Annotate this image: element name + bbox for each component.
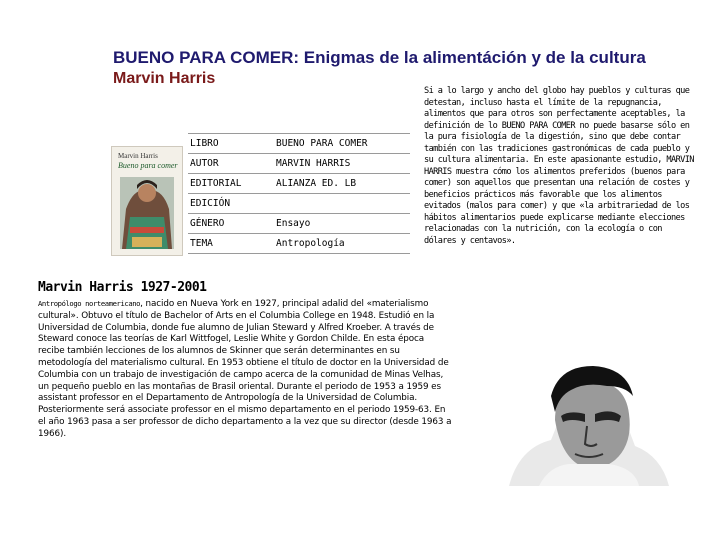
- table-row: [188, 154, 410, 174]
- table-row: [188, 214, 410, 234]
- author-portrait: [489, 356, 684, 486]
- bio-lead: Antropólogo norteamericano: [38, 299, 141, 308]
- book-cover-image: [111, 146, 183, 256]
- author-photo: [489, 356, 684, 486]
- info-value: [274, 194, 410, 214]
- book-synopsis: Si a lo largo y ancho del globo hay pueblos y culturas que detestan, incluso hasta el límite de la repugnancia, alimentos que para otros son perfectamente aceptables, la definición de lo BUENO PARA COMER no puede basarse sólo en la pura fisiología de la digestión, sino que debe contar también con las tradiciones gastronómicas de cada pueblo y su cultura alimentaria. En este apasionante estudio, MARVIN HARRIS muestra cómo los alimentos preferidos (buenos para comer) son aquellos que presentan una relación de costes y beneficios prácticos más favorable que los alimentos evitados (malos para comer) y que «la arbitrariedad de los hábitos alimentarios puede explicarse mediante elecciones relacionadas con la nutrición, con la ecología o con dólares y centavos».: [424, 86, 694, 246]
- bio-heading: Marvin Harris 1927-2001: [38, 280, 207, 295]
- info-value: Antropología: [274, 234, 410, 254]
- info-value: MARVIN HARRIS: [274, 154, 410, 174]
- info-key: EDICIÓN: [188, 194, 274, 214]
- info-value: BUENO PARA COMER: [274, 134, 410, 154]
- table-row: [188, 194, 410, 214]
- info-value: Ensayo: [274, 214, 410, 234]
- table-row: [188, 134, 410, 154]
- bio-text: , nacido en Nueva York en 1927, principal adalid del «materialismo cultural». Obtuvo el título de Bachelor of Arts en el Columbia College en 1948. Estudió en la Universidad de Columbia, donde fue alumno de Julian Steward y Alfred Kroeber. A través de Steward conoce las teorías de Karl Wittfogel, Leslie White y Gordon Childe. En esta época recibe también lecciones de los alumnos de Skinner que serán determinantes en su metodología del materialismo cultural. En 1953 obtiene el título de doctor en la Universidad de Columbia con un trabajo de investigación de campo acerca de la comunidad de Minas Velhas, un pequeño pueblo en las montañas de Brasil oriental. Durante el periodo de 1953 a 1959 es assistant professor en el Departamento de Antropología de la Universidad de Columbia. Posteriormente será associate professor en el mismo departamento en el periodo 1959-63. En el año 1963 pasa a ser professor de dicho departamento a la vez que su director (desde 1963 a 1966).: [38, 299, 452, 439]
- info-key: EDITORIAL: [188, 174, 274, 194]
- cover-author: Marvin Harris: [118, 152, 158, 160]
- info-key: LIBRO: [188, 134, 274, 154]
- book-info-table: [188, 133, 410, 254]
- info-value: ALIANZA ED. LB: [274, 174, 410, 194]
- page-title: BUENO PARA COMER: Enigmas de la alimentáción y de la cultura: [113, 48, 646, 67]
- table-row: [188, 174, 410, 194]
- bio-paragraph: [38, 298, 452, 441]
- info-key: GÉNERO: [188, 214, 274, 234]
- table-row: [188, 234, 410, 254]
- author-name: Marvin Harris: [113, 70, 216, 87]
- info-key: AUTOR: [188, 154, 274, 174]
- cover-title: Bueno para comer: [118, 161, 178, 170]
- info-key: TEMA: [188, 234, 274, 254]
